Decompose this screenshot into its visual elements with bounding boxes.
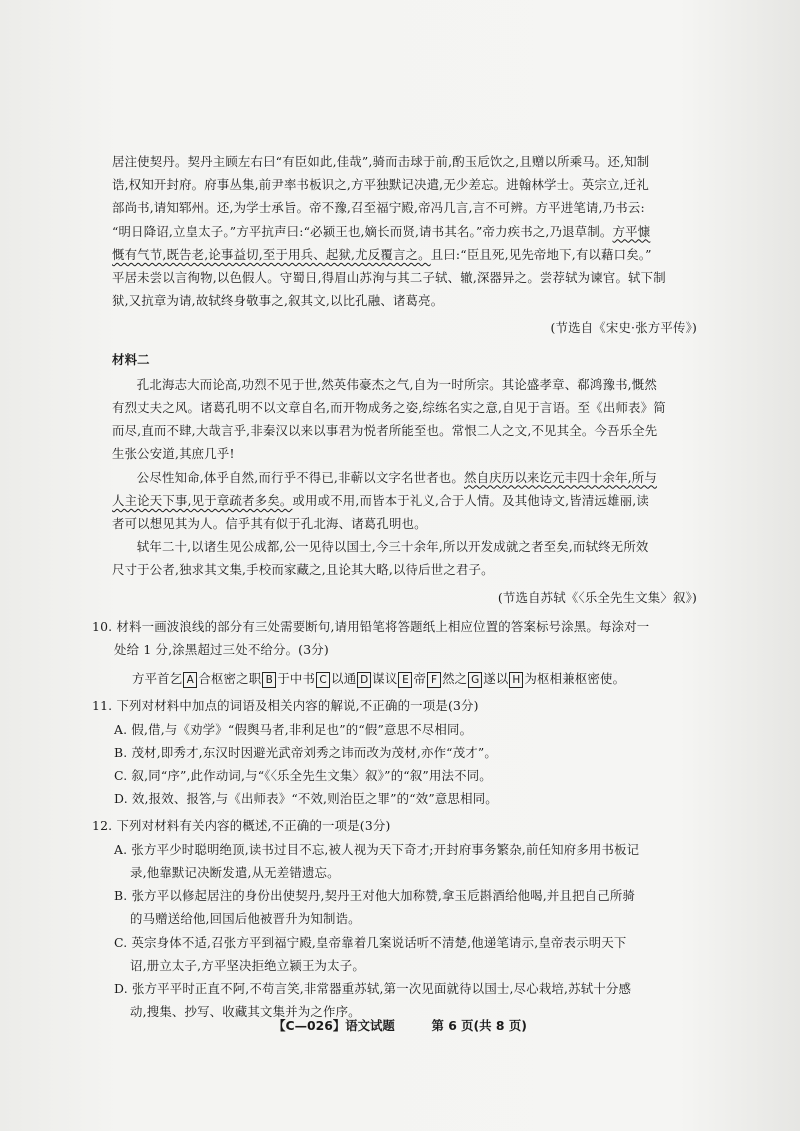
wavy-underlined-text: 方平慷 bbox=[612, 223, 651, 239]
text-span: 或用或不用,而皆本于礼义,合于人情。及其他诗文,皆清远雄丽,读 bbox=[292, 492, 649, 508]
answer-sentence bbox=[112, 667, 697, 690]
option-c: C. 英宗身体不适,召张方平到福宁殿,皇帝靠着几案说话听不清楚,他递笔请示,皇帝表示明天下 bbox=[114, 934, 627, 950]
answer-box-a[interactable]: A bbox=[183, 672, 197, 688]
text-span: “明日降诏,立皇太子。”方平抗声曰:“必颍王也,嫡长而贤,请书其名。”帝力疾书之,乃退草制。 bbox=[112, 223, 613, 239]
text-line: 部尚书,请知郓州。还,为学士承旨。帝不豫,召至福宁殿,帝冯几言,言不可辨。方平进笔请,乃书云: bbox=[112, 200, 645, 216]
text-line bbox=[112, 220, 697, 243]
text-line: 而尽,直而不肆,大哉言乎,非秦汉以来以事君为悦者所能至也。常恨二人之文,不见其全。今吾乐全先 bbox=[112, 423, 658, 439]
question-stem: 11. 下列对材料中加点的词语及相关内容的解说,不正确的一项是(3分) bbox=[92, 698, 479, 714]
question-11 bbox=[92, 694, 697, 810]
segment: 谋议 bbox=[372, 671, 398, 687]
text-line bbox=[112, 243, 697, 266]
option-c-cont: 诏,册立太子,方平坚决拒绝立颍王为太子。 bbox=[130, 957, 365, 973]
question-stem: 12. 下列对材料有关内容的概述,不正确的一项是(3分) bbox=[92, 818, 391, 834]
answer-box-c[interactable]: C bbox=[316, 672, 330, 688]
text-line: 尺寸于公者,独求其文集,手校而家藏之,且论其大略,以待后世之君子。 bbox=[112, 562, 494, 578]
text-line: 狱,又抗章为请,故轼终身敬事之,叙其文,以比孔融、诸葛亮。 bbox=[112, 293, 444, 309]
segment: 于中书 bbox=[277, 671, 316, 687]
option-a: A. 张方平少时聪明绝顶,读书过目不忘,被人视为天下奇才;开封府事务繁杂,前任知府多用书板记 bbox=[114, 841, 640, 857]
question-stem-cont: 处给 1 分,涂黑超过三处不给分。(3分) bbox=[114, 642, 329, 658]
text-line: 有烈丈夫之风。诸葛孔明不以文章自名,而开物成务之姿,综练名实之意,自见于言语。至《出师表》简 bbox=[112, 400, 666, 416]
answer-box-h[interactable]: H bbox=[509, 672, 523, 688]
text-line: 居注使契丹。契丹主顾左右曰“有臣如此,佳哉”,骑而击球于前,酌玉卮饮之,且赠以所乘马。还,知制 bbox=[112, 154, 650, 169]
wavy-underlined-text: 人主论天下事,见于章疏者多矣。 bbox=[112, 492, 293, 508]
question-stem: 10. 材料一画波浪线的部分有三处需要断句,请用铅笔将答题纸上相应位置的答案标号涂黑。每涂对一 bbox=[92, 618, 650, 634]
segment: 然之 bbox=[442, 671, 468, 687]
material-one-excerpt bbox=[112, 150, 697, 340]
answer-box-g[interactable]: G bbox=[468, 672, 482, 688]
answer-box-d[interactable]: D bbox=[357, 672, 371, 688]
exam-code: 【C—026】语文试题 bbox=[273, 1018, 395, 1033]
segment: 遂以 bbox=[483, 671, 509, 687]
text-span: 且曰:“臣且死,见先帝地下,有以藉口矣。” bbox=[430, 246, 652, 262]
wavy-underlined-text: 慨有气节,既告老,论事益切,至于用兵、起狱,尤反覆言之。 bbox=[112, 246, 431, 262]
segment: 帝 bbox=[413, 671, 427, 687]
page-content bbox=[92, 150, 697, 1023]
page-number: 第 6 页(共 8 页) bbox=[431, 1018, 527, 1033]
material-two bbox=[112, 348, 697, 609]
option-a-cont: 录,他靠默记决断发遣,从无差错遗忘。 bbox=[130, 864, 340, 880]
option-d-cont: 动,搜集、抄写、收藏其文集并为之作序。 bbox=[130, 1004, 361, 1020]
text-line: 生张公安道,其庶几乎! bbox=[112, 446, 235, 462]
text-line: 平居未尝以言徇物,以色假人。守蜀日,得眉山苏洵与其二子轼、辙,深器异之。尝荐轼为谏官。轼下制 bbox=[112, 270, 666, 286]
section-heading: 材料二 bbox=[112, 351, 150, 367]
option-a: A. 假,借,与《劝学》“假舆马者,非利足也”的“假”意思不尽相同。 bbox=[114, 721, 473, 737]
source-citation: (节选自苏轼《〈乐全先生文集〉叙》) bbox=[497, 589, 697, 605]
option-b: B. 张方平以修起居注的身份出使契丹,契丹王对他大加称赞,拿玉卮斟酒给他喝,并且把自己所骑 bbox=[114, 888, 636, 904]
option-b: B. 茂材,即秀才,东汉时因避光武帝刘秀之讳而改为茂材,亦作“茂才”。 bbox=[114, 744, 498, 760]
option-d: D. 张方平平时正直不阿,不苟言笑,非常器重苏轼,第一次见面就待以国士,尽心栽培,苏轼十分感 bbox=[114, 980, 632, 996]
option-b-cont: 的马赠送给他,回国后他被晋升为知制诰。 bbox=[130, 911, 361, 927]
wavy-underlined-text: 然自庆历以来讫元丰四十余年,所与 bbox=[463, 469, 657, 485]
source-citation: (节选自《宋史·张方平传》) bbox=[550, 320, 697, 336]
text-line bbox=[112, 466, 697, 489]
segment: 为枢相兼枢密使。 bbox=[524, 671, 626, 687]
text-line: 孔北海志大而论高,功烈不见于世,然英伟豪杰之气,自为一时所宗。其论盛孝章、郗鸿豫书,慨然 bbox=[136, 376, 657, 392]
text-line: 轼年二十,以诸生见公成都,公一见待以国士,今三十余年,所以开发成就之者至矣,而轼终无所效 bbox=[136, 539, 649, 555]
text-span: 公尽性知命,体乎自然,而行乎不得已,非蕲以文字名世者也。 bbox=[136, 469, 464, 485]
page-footer bbox=[0, 1016, 800, 1034]
text-line: 者可以想见其为人。信乎其有似于孔北海、诸葛孔明也。 bbox=[112, 516, 427, 532]
question-10 bbox=[92, 615, 697, 691]
question-12 bbox=[92, 814, 697, 1023]
segment: 合枢密之职 bbox=[198, 671, 262, 687]
option-c: C. 叙,同“序”,此作动词,与“《〈乐全先生文集〉叙》”的“叙”用法不同。 bbox=[114, 768, 492, 784]
answer-box-f[interactable]: F bbox=[427, 672, 441, 688]
text-line bbox=[112, 489, 697, 512]
answer-box-e[interactable]: E bbox=[398, 672, 412, 688]
option-d: D. 效,报效、报答,与《出师表》“不效,则治臣之罪”的“效”意思相同。 bbox=[114, 791, 498, 807]
text-line: 诰,权知开封府。府事丛集,前尹率书板识之,方平独默记决遣,无少差忘。进翰林学士。英宗立,迁礼 bbox=[112, 177, 649, 193]
segment: 以通 bbox=[331, 671, 357, 687]
answer-box-b[interactable]: B bbox=[262, 672, 276, 688]
segment: 方平首乞 bbox=[132, 671, 183, 687]
